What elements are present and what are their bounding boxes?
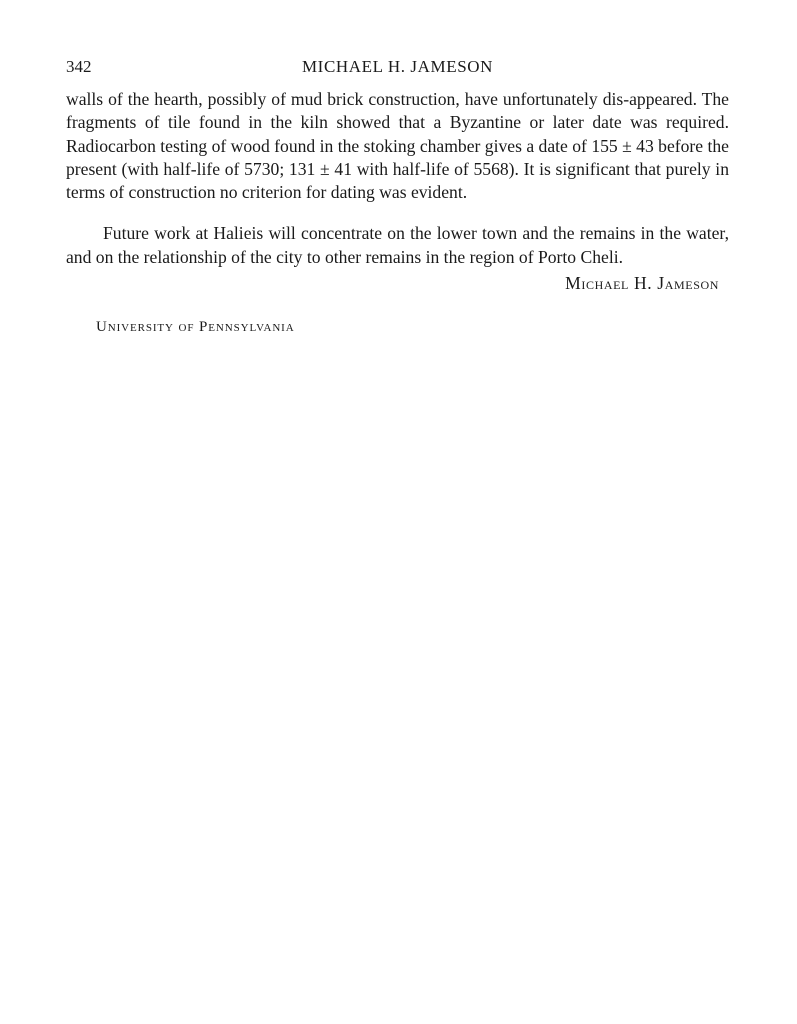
running-title: MICHAEL H. JAMESON [301,57,494,76]
body-paragraph: Future work at Halieis will concentrate on the lower town and the remains in the water, and on the relationship of the city to other remains in the region of Porto Cheli. [66,223,729,267]
author-affiliation: University of Pennsylvania [96,319,295,336]
document-page [66,52,729,338]
running-header [66,52,729,82]
page-number: 342 [66,57,92,76]
author-signature: Michael H. Jameson [565,273,719,294]
body-paragraph: walls of the hearth, possibly of mud brick construction, have unfortunately dis-appeared. The fragments of tile found in the kiln showed that a Byzantine or later date was required. Radiocarbon testing of wood found in the stoking chamber gives a date of 155 ± 43 before the present (with half-life of 5730; 131 ± 41 with half-life of 5568). It is significant that purely in terms of construction no criterion for dating was evident. [66,89,729,203]
